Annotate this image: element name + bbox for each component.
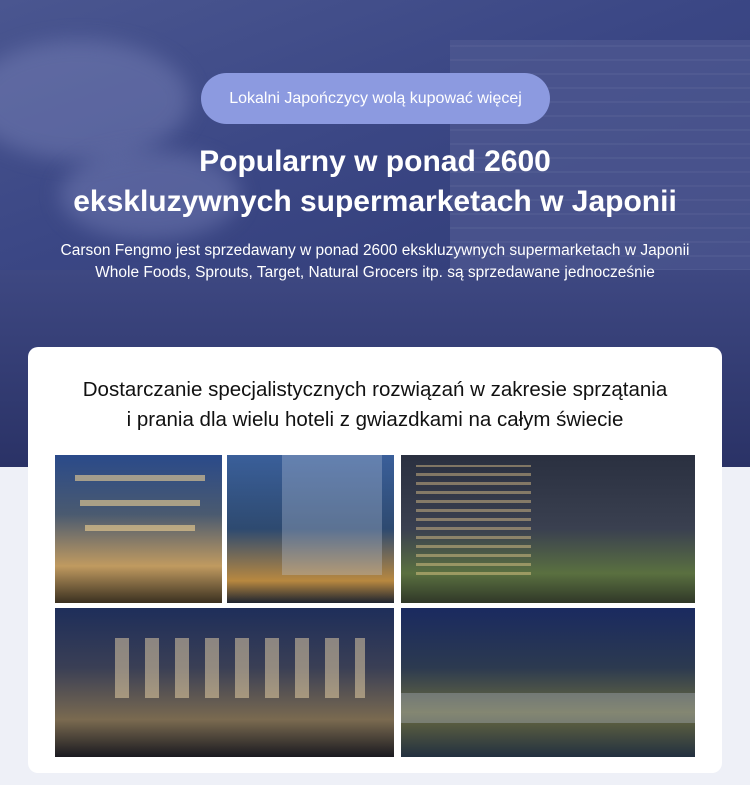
hotel-photo bbox=[55, 608, 394, 757]
hero-title-line: Popularny w ponad 2600 bbox=[199, 145, 551, 178]
hero-subtitle-line: Whole Foods, Sprouts, Target, Natural Grocers itp. są sprzedawane jednocześnie bbox=[95, 264, 655, 281]
hotel-photo bbox=[401, 455, 695, 603]
hotel-photo bbox=[55, 455, 222, 603]
badge bbox=[201, 73, 550, 124]
card-title-line: Dostarczanie specjalistycznych rozwiązań w zakresie sprzątania bbox=[82, 378, 668, 401]
badge-text: Lokalni Japończycy wolą kupować więcej bbox=[229, 89, 522, 107]
hotel-photo bbox=[401, 608, 695, 757]
hero-subtitle bbox=[0, 240, 750, 284]
hotel-photo bbox=[227, 455, 394, 603]
hero-title-line: ekskluzywnych supermarketach w Japonii bbox=[73, 185, 677, 218]
card-title bbox=[28, 375, 722, 435]
hero-subtitle-line: Carson Fengmo jest sprzedawany w ponad 2600 ekskluzywnych supermarketach w Japonii bbox=[60, 242, 690, 259]
card-title-line: i prania dla wielu hoteli z gwiazdkami na całym świecie bbox=[126, 408, 624, 431]
hero-title bbox=[0, 142, 750, 222]
